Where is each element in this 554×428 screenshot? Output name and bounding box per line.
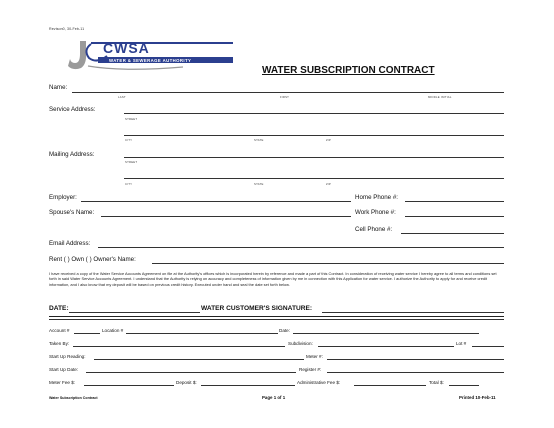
account-label: Account # <box>49 328 70 333</box>
name-middle-caption: MIDDLE INITIAL <box>428 95 452 99</box>
employer-field[interactable] <box>81 201 351 202</box>
work-phone-field[interactable] <box>405 216 504 217</box>
home-phone-label: Home Phone #: <box>355 194 398 201</box>
cwsa-logo <box>63 38 241 72</box>
work-phone-label: Work Phone #: <box>355 209 396 216</box>
location-field[interactable] <box>126 333 278 334</box>
mailing-street-caption: STREET <box>125 160 138 164</box>
location-label: Location # <box>102 328 124 333</box>
service-state-caption: STATE <box>254 138 264 142</box>
meter-fee-field[interactable] <box>84 385 174 386</box>
start-date-label: Start Up Date: <box>49 367 79 372</box>
name-first-caption: FIRST <box>280 95 290 99</box>
revision-note: Revison0, 30-Feb-11 <box>49 27 85 31</box>
taken-by-field[interactable] <box>73 346 285 347</box>
footer-printed-date: Printed 10-Feb-11 <box>459 395 496 400</box>
subdivision-field[interactable] <box>318 346 454 347</box>
footer-page-number: Page 1 of 1 <box>262 395 286 400</box>
meter-label: Meter #: <box>306 354 323 359</box>
lot-field[interactable] <box>472 346 504 347</box>
footer-doc-name: Water Subscription Contract <box>49 396 98 400</box>
account-field[interactable] <box>74 333 100 334</box>
admin-fee-field[interactable] <box>354 385 426 386</box>
total-label: Total $: <box>429 380 444 385</box>
signature-field[interactable] <box>322 312 504 313</box>
mailing-state-caption: STATE <box>254 182 264 186</box>
start-reading-label: Start Up Reading: <box>49 354 86 359</box>
service-address-label: Service Address: <box>49 106 96 113</box>
lot-label: Lot # <box>456 341 467 346</box>
logo-name: CWSA <box>103 40 150 56</box>
taken-by-label: Taken By: <box>49 341 70 346</box>
start-reading-field[interactable] <box>94 359 304 360</box>
mailing-zip-caption: ZIP <box>326 182 331 186</box>
date-office-label: Date: <box>279 328 290 333</box>
date-field[interactable] <box>69 312 200 313</box>
mailing-city-caption: CITY <box>125 182 133 186</box>
meter-field[interactable] <box>327 359 504 360</box>
agreement-paragraph: I have received a copy of the Water Service Accounts Agreement on file at the Authority's offices which is incorporated herein by reference and made a part of this Contract. In consideration of receiving water service I hereby agree to all terms and conditions set forth in said Water Service Accounts Agreement. I understand that the Authority is relying on accuracy and completeness of information given by me in connection with this Application for water service. I authorize the Authority to apply for and receive credit information, and I also know that my deposit will be based on previous credit history. Executed under hand and seal the date set forth below. <box>49 271 497 287</box>
service-city-field[interactable] <box>124 135 504 136</box>
mailing-city-field[interactable] <box>124 178 504 179</box>
home-phone-field[interactable] <box>405 201 504 202</box>
owner-name-field[interactable] <box>152 263 504 264</box>
mailing-address-label: Mailing Address: <box>49 151 95 158</box>
deposit-label: Deposit $: <box>176 380 197 385</box>
page-title: WATER SUBSCRIPTION CONTRACT <box>262 65 435 76</box>
register-field[interactable] <box>327 372 504 373</box>
signature-label: WATER CUSTOMER'S SIGNATURE: <box>201 305 313 312</box>
email-field[interactable] <box>98 247 504 248</box>
section-divider <box>49 316 504 317</box>
employer-label: Employer: <box>49 194 77 201</box>
subdivision-label: Subdivision: <box>288 341 313 346</box>
name-last-caption: LAST <box>118 95 126 99</box>
total-field[interactable] <box>449 385 479 386</box>
water-drop-logo-icon <box>63 38 241 72</box>
date-office-field[interactable] <box>293 333 479 334</box>
cell-phone-field[interactable] <box>401 233 504 234</box>
name-label: Name: <box>49 84 68 91</box>
cell-phone-label: Cell Phone #: <box>355 226 393 233</box>
service-city-caption: CITY <box>125 138 133 142</box>
name-field[interactable] <box>72 92 504 93</box>
spouse-label: Spouse's Name: <box>49 209 95 216</box>
admin-fee-label: Administrative Fee $: <box>297 380 341 385</box>
deposit-field[interactable] <box>201 385 295 386</box>
email-label: Email Address: <box>49 240 91 247</box>
spouse-field[interactable] <box>101 216 351 217</box>
rent-own-label: Rent ( ) Own ( ) Owner's Name: <box>49 256 136 263</box>
meter-fee-label: Meter Fee $: <box>49 380 76 385</box>
start-date-field[interactable] <box>86 372 296 373</box>
service-zip-caption: ZIP <box>326 138 331 142</box>
register-label: Register #: <box>299 367 322 372</box>
date-label: DATE: <box>49 305 69 312</box>
section-divider-thin <box>49 319 504 320</box>
logo-tagline: WATER & SEWERAGE AUTHORITY <box>109 57 192 63</box>
mailing-street-field[interactable] <box>124 157 504 158</box>
service-street-caption: STREET <box>125 117 138 121</box>
service-street-field[interactable] <box>124 113 504 114</box>
